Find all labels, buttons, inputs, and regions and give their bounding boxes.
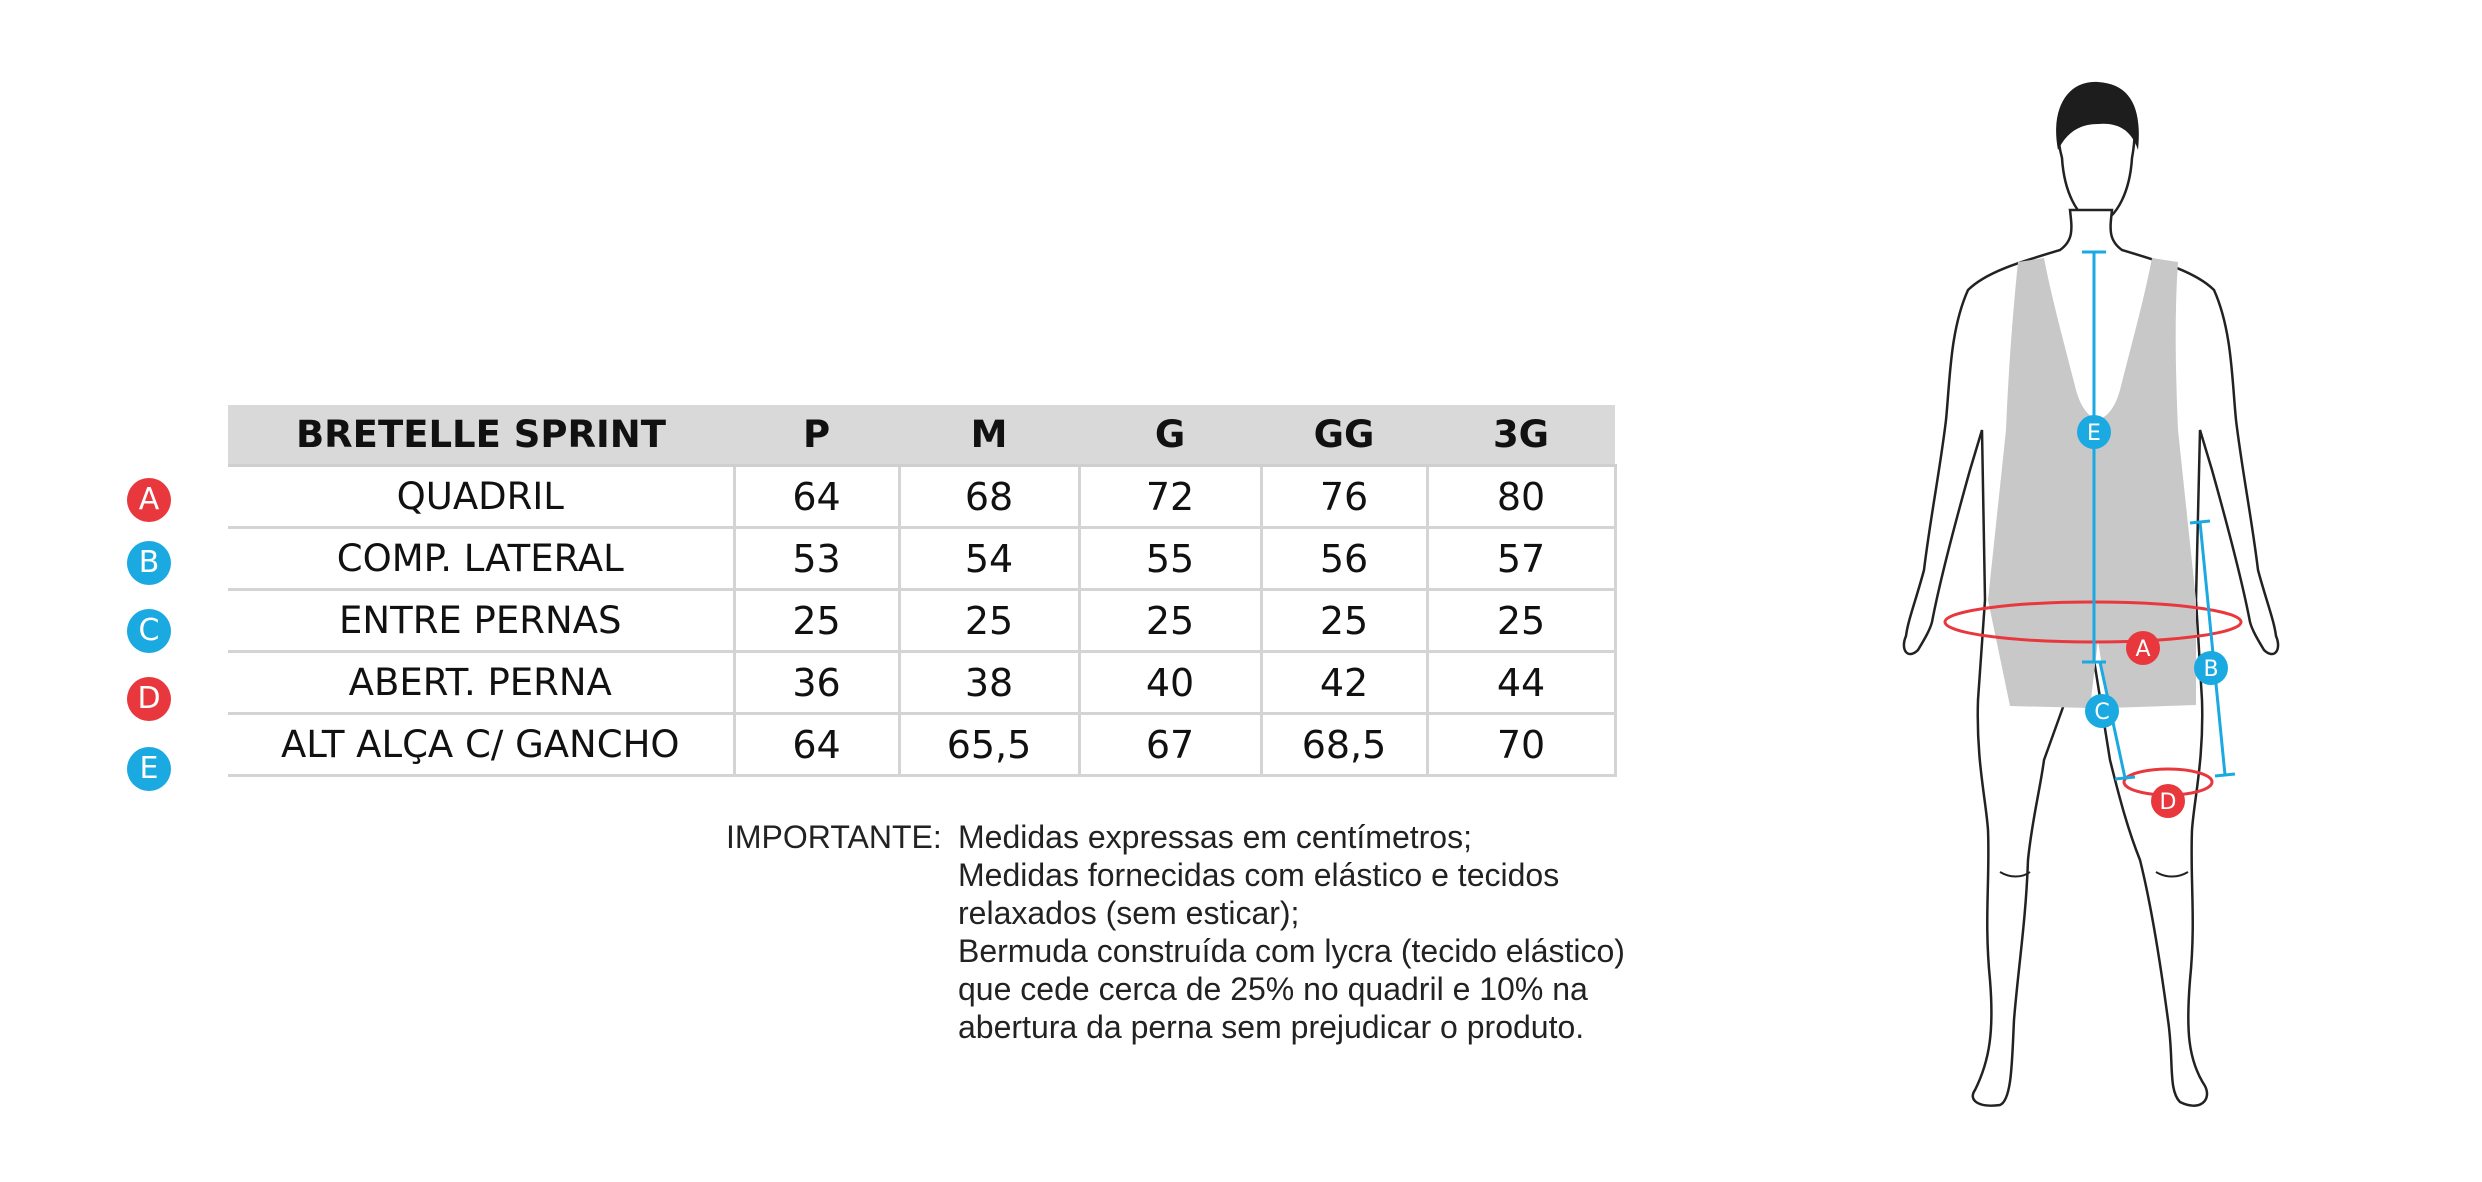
marker-e: E [127,747,171,791]
figure-label-b [2194,651,2228,685]
table-row [228,714,1615,776]
note-line: Medidas expressas em centímetros; [958,819,1472,855]
header-size-g: G [1079,405,1261,466]
cell-value: 36 [734,652,899,714]
cell-value: 57 [1427,528,1615,590]
marker-a: A [127,478,171,522]
cell-value: 76 [1261,466,1427,528]
header-size-m: M [899,405,1079,466]
table-row [228,652,1615,714]
note-line: Bermuda construída com lycra (tecido elástico) [958,933,1625,969]
cell-value: 55 [1079,528,1261,590]
note-line: relaxados (sem esticar); [958,895,1300,931]
figure-label-e [2077,415,2111,449]
note-line: Medidas fornecidas com elástico e tecidos [958,857,1560,893]
cell-value: 42 [1261,652,1427,714]
header-size-gg: GG [1261,405,1427,466]
svg-text:E: E [2087,421,2101,446]
size-table [228,405,1617,777]
table-row [228,590,1615,652]
note-line: que cede cerca de 25% no quadril e 10% na [958,971,1588,1007]
cell-value: 40 [1079,652,1261,714]
header-size-p: P [734,405,899,466]
table-header-row [228,405,1615,466]
cell-value: 64 [734,466,899,528]
note-lines [958,818,1625,1046]
row-label: ABERT. PERNA [228,652,734,714]
body-figure-illustration [1880,70,2300,1130]
cell-value: 64 [734,714,899,776]
row-label: QUADRIL [228,466,734,528]
row-label: ALT ALÇA C/ GANCHO [228,714,734,776]
head-illustration [2056,82,2139,225]
svg-text:A: A [2135,637,2151,662]
cell-value: 70 [1427,714,1615,776]
cell-value: 67 [1079,714,1261,776]
note-label: IMPORTANTE: [726,819,942,855]
cell-value: 38 [899,652,1079,714]
marker-b: B [127,541,171,585]
cell-value: 25 [1261,590,1427,652]
cell-value: 72 [1079,466,1261,528]
row-label: COMP. LATERAL [228,528,734,590]
svg-text:B: B [2203,657,2219,682]
cell-value: 44 [1427,652,1615,714]
figure-label-d [2151,784,2185,818]
figure-label-a [2126,631,2160,665]
marker-c: C [127,609,171,653]
cell-value: 25 [734,590,899,652]
cell-value: 68,5 [1261,714,1427,776]
svg-text:D: D [2159,790,2177,815]
figure-label-c [2085,694,2119,728]
cell-value: 68 [899,466,1079,528]
header-size-3g: 3G [1427,405,1615,466]
table-row [228,528,1615,590]
header-product: BRETELLE SPRINT [228,405,734,466]
table-row [228,466,1615,528]
svg-text:C: C [2094,700,2110,725]
cell-value: 56 [1261,528,1427,590]
marker-d: D [127,677,171,721]
row-label: ENTRE PERNAS [228,590,734,652]
cell-value: 53 [734,528,899,590]
note-line: abertura da perna sem prejudicar o produto. [958,1009,1585,1045]
cell-value: 80 [1427,466,1615,528]
measurement-markers [127,0,173,1182]
important-note [726,818,1625,1046]
cell-value: 25 [1079,590,1261,652]
cell-value: 25 [1427,590,1615,652]
cell-value: 25 [899,590,1079,652]
cell-value: 54 [899,528,1079,590]
cell-value: 65,5 [899,714,1079,776]
